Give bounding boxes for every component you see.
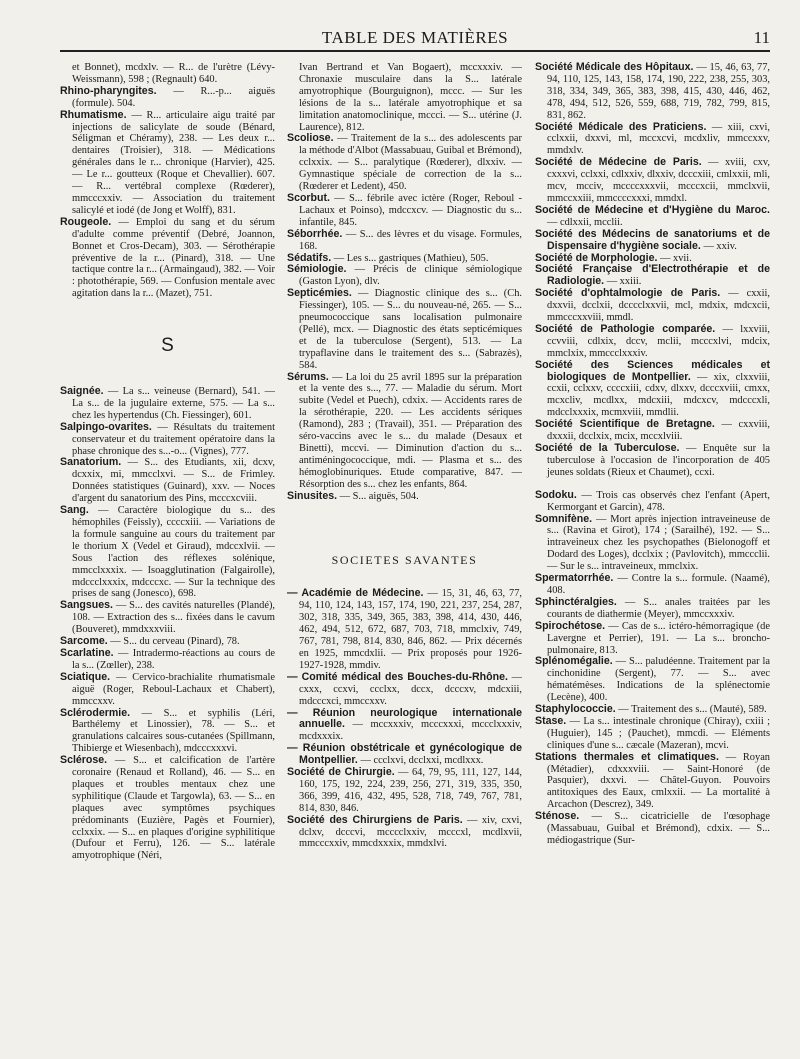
index-term: Séborrhée. <box>287 227 343 240</box>
index-term: Sciatique. <box>60 670 111 683</box>
index-term: Stase. <box>535 714 567 727</box>
index-entry <box>535 288 770 324</box>
index-entry <box>535 490 770 514</box>
section-letter-s: S <box>161 335 174 357</box>
index-references: — 64, 79, 95, 111, 127, 144, 160, 175, 192, 224, 239, 256, 271, 319, 335, 350, 366, 399, 416, 432, 495, 528, 718, 749, 767, 781, 814, 830, 846. <box>299 767 522 814</box>
column-2 <box>287 62 522 1047</box>
index-references: — xviii, cxv, cxxxvi, cclxxi, cdlxxiv, dlxxiv, dcccxiii, cmlxxii, mli, mcv, mcciv, mccccxxxvii, mcccxcii, mmclxvii, mmccxxiii, mmccccxxxi, mmdxl. <box>547 157 770 204</box>
column-3 <box>535 62 770 1047</box>
page-number: 11 <box>753 28 770 47</box>
index-references: — Emploi du sang et du sérum d'adulte comme préventif (Debré, Joannon, Bonnet et Cros-Decam), 303. — Sérothérapie préventive de la r... (Pinard), 318. — Une tactique contre la r... (Armaingaud), 382. — Voir : photothérapie, 569. — Confusion mentale avec agitation dans la r... (Mazet), 751. <box>72 216 275 300</box>
index-references: — R... articulaire aigu traité par injections de salicylate de soude (Bénard, Séligman et Chéramy), 238. — Les deux r... dentaires (Troisier), 318. — Médications générales dans le r... chronique (Harvier), 425. — Le r... goutteux (Roque et Chevallier). 607. — R... vertébral complexe (Rœderer), mmcccxxiv. — Association du traitement salicylé et iodé (de Jong et Wolff), 831. <box>72 109 275 216</box>
index-entry <box>287 672 522 708</box>
index-entry <box>287 767 522 815</box>
index-term: Société des Chirurgiens de Paris. <box>287 813 463 826</box>
index-references: — 15, 46, 63, 77, 94, 110, 125, 143, 158, 174, 190, 222, 238, 255, 303, 318, 334, 349, 365, 383, 398, 415, 430, 446, 462, 478, 494, 512, 526, 559, 688, 719, 782, 799, 815, 831, 862. <box>547 62 770 121</box>
index-references: — La loi du 25 avril 1895 sur la préparation et la vente des s..., 77. — Maladie du sérum. Mort subite (Vedel et Puech), cdxix. — Accidents rares de la sérothérapie, 220. — Les accidents sériques (Ramond), 283 ; (Travail), 351. — Préparation des séro-vaccins avec le s... du malade (Desaux et Binetti), mccvi. — Diminution d'action du s... antiméningococcique, mdi. — Plasma et s... des hémoglobinuriques. Etude comparative, 847. — Résorption des s... chez les enfants, 864. <box>299 371 522 490</box>
index-references: — S... et syphilis (Léri, Barthélemy et Linossier), 78. — S... et granulations calcaires sous-cutanées (Spillmann, Thibierge et Wiesenbach), mdcccxxxvi. <box>72 707 275 755</box>
index-references: — La s... veineuse (Bernard), 541. — La s... de la jugulaire externe, 575. — La s... chez les hypertendus (Ch. Fiessinger), 601. <box>72 386 275 421</box>
index-entry <box>60 86 275 110</box>
index-term: Société de Médecine de Paris. <box>535 156 702 169</box>
index-entry <box>60 110 275 217</box>
index-term: — Académie de Médecine. <box>287 587 424 600</box>
index-list-s-continued <box>287 62 522 503</box>
index-entry <box>535 360 770 420</box>
index-entry <box>535 573 770 597</box>
index-term: Société Médicale des Hôpitaux. <box>535 62 694 73</box>
index-term: Sangsues. <box>60 599 113 612</box>
index-term: Sclérose. <box>60 754 108 767</box>
index-term: Stations thermales et climatiques. <box>535 750 719 763</box>
index-entry <box>287 588 522 671</box>
index-term: Société des Sciences médicales et biologiques de Montpellier. <box>535 358 770 383</box>
index-entry <box>535 62 770 122</box>
index-entry <box>535 122 770 158</box>
index-references: — Diagnostic clinique des s... (Ch. Fiessinger), 105. — S... du nouveau-né, 265. — S... pneumococcique sans localisation pulmonaire (Pellé), mcx. — Diagnostic des états septicémiques et de la tuberculose (Sergent), 513. — La trypaflavine dans le traitement des s... (Sabrazès), 584. <box>299 288 522 371</box>
index-entry <box>60 217 275 300</box>
index-references: — cxxx, ccxvi, ccclxx, dccx, dcccxv, mdcxiii, mdcccxci, mmccxxv. <box>299 671 522 707</box>
index-references: — R...-p... aiguës (formule). 504. <box>72 85 275 109</box>
index-references: — Contre la s... formule. (Naamé), 408. <box>547 573 770 596</box>
index-entry <box>535 324 770 360</box>
index-entry <box>60 648 275 672</box>
index-entry <box>287 815 522 851</box>
index-references: — Traitement des s... (Mauté), 589. <box>615 704 767 716</box>
index-references: — Précis de clinique sémiologique (Gaston Lyon), dlv. <box>299 264 522 288</box>
index-references: — S... aiguës, 504. <box>337 490 419 502</box>
index-entry <box>60 672 275 708</box>
index-references: — xvii. <box>657 252 692 264</box>
index-references: — S... des Etudiants, xii, dcxv, dcxxix, mi, mmcclxvi. — S... de Frimley. Données statistiques (Guinard), xxv. — Noces d'argent du sanatorium des Pins, mcccxcviii. <box>72 457 275 505</box>
index-references: — ccclxvi, dcclxxi, mcdlxxx. <box>357 755 484 767</box>
index-entry <box>535 716 770 752</box>
index-references: — Intradermo-réactions au cours de la s... (Zœller), 238. <box>72 647 275 671</box>
index-entry <box>535 264 770 288</box>
index-entry <box>287 193 522 229</box>
index-entry <box>287 264 522 288</box>
index-entry <box>535 419 770 443</box>
societies-list-continued <box>535 62 770 479</box>
index-entry <box>60 62 275 86</box>
index-list-s-end <box>535 490 770 847</box>
index-term: Somnifène. <box>535 512 593 525</box>
index-references: et Bonnet), mcdxlv. — R... de l'urètre (Lévy-Weissmann), 598 ; (Regnault) 640. <box>72 62 275 85</box>
index-entry <box>60 505 275 600</box>
index-entry <box>535 229 770 253</box>
index-entry <box>60 755 275 862</box>
index-entry <box>535 656 770 704</box>
index-term: Salpingo-ovarites. <box>60 420 152 433</box>
index-entry <box>60 422 275 458</box>
index-references: — S... fébrile avec ictère (Roger, Reboul - Lachaux et Poinso), mdccxcv. — Diagnostic du s... infantile, 845. <box>299 192 522 228</box>
index-entry <box>535 443 770 479</box>
index-entry <box>287 708 522 744</box>
index-references: — Traitement de la s... des adolescents par la méthode d'Albot (Massabuau, Guibal et Brémond), cclxxix. — S... paralytique (Rœderer), dlxxiv. — Gymnastique spéciale de correction de la s... (Rœderer et Ledent), 450. <box>299 133 522 193</box>
index-references: — xiii, cxvi, cclxxii, dxxvi, ml, mccxcvi, mcdxliv, mmccxxv, mmdxlv. <box>547 121 770 157</box>
index-references: — S... des lèvres et du visage. Formules, 168. <box>299 228 522 252</box>
index-list-r <box>60 62 275 300</box>
page-title: TABLE DES MATIÈRES <box>321 28 509 47</box>
societies-list <box>287 588 522 850</box>
index-entry <box>287 133 522 193</box>
index-term: Saignée. <box>60 385 104 398</box>
index-entry <box>287 62 522 133</box>
index-term: Société de Morphologie. <box>535 251 658 264</box>
index-references: — 15, 31, 46, 63, 77, 94, 110, 124, 143, 157, 174, 190, 221, 237, 254, 287, 302, 318, 335, 349, 365, 383, 398, 414, 430, 446, 462, 494, 512, 672, 687, 703, 718, mmclxiv, 749, 767, 781, 798, 814, 830, 846, 862. — Prix décernés en 1925, mmcdxlii. — Prix proposés pour 1926-1927-1928, mmdiv. <box>299 588 522 671</box>
index-term: Société Médicale des Praticiens. <box>535 120 707 133</box>
index-term: Scoliose. <box>287 132 334 145</box>
index-references: — mccxxxiv, mcccxxxi, mccclxxxiv, mcdxxxix. <box>299 719 522 743</box>
index-entry <box>535 514 770 574</box>
index-term: Sarcome. <box>60 635 108 648</box>
index-term: — Réunion obstétricale et gynécologique de Montpellier. <box>287 742 522 767</box>
index-term: Société de Chirurgie. <box>287 766 395 779</box>
index-entry <box>535 621 770 657</box>
index-references: — Les s... gastriques (Mathieu), 505. <box>331 252 489 264</box>
index-references: — Cas de s... ictéro-hémorragique (de Lavergne et Perrier), 191. — La s... broncho-pulmonaire, 813. <box>547 620 770 656</box>
index-references: — S... des cavités naturelles (Plandé), 108. — Extraction des s... fixées dans le cavum (Bouveret), mmdxxxviii. <box>72 600 275 636</box>
index-term: — Comité médical des Bouches-du-Rhône. <box>287 670 508 683</box>
index-term: Sémiologie. <box>287 263 347 276</box>
index-term: Sanatorium. <box>60 456 122 469</box>
index-term: Société Française d'Electrothérapie et de Radiologie. <box>535 263 770 288</box>
index-entry <box>535 597 770 621</box>
index-entry <box>535 157 770 205</box>
index-term: Société de Médecine et d'Hygiène du Maroc. <box>535 203 770 216</box>
index-term: Spermatorrhée. <box>535 572 614 585</box>
index-references: — xix, clxxviii, ccxii, cclxxv, ccccxiii, cdxv, dlxxv, dcccxviii, cmxx, mcxcliv, mcdlxx, mdcxiii, mdcxcv, mdcccxli, mdcclxxxix, mcmxviii, mmdlii. <box>547 371 770 419</box>
index-references: — lxxviii, ccvviii, cdlxix, dccv, mclii, mcccxlvi, mdcix, mmclxix, mmccclxxxiv. <box>547 323 770 359</box>
index-term: Société Scientifique de Bretagne. <box>535 418 715 431</box>
index-references: — S... et calcification de l'artère coronaire (Renaud et Rolland), 46. — S... en plaques et troubles mentaux chez une syphilitique (Claude et Targowla), 63. — S... en plaques avec symptômes psychiques prédominants (Euzière, Pagès et Fournier), cclxxix. — S... en plaques d'origine syphilitique (Dufour et Ferru), 126. — S... latérale amyotrophique (Néri, <box>72 755 275 862</box>
index-entry <box>60 457 275 505</box>
index-entry <box>60 600 275 636</box>
index-references: — S... paludéenne. Traitement par la cinchonidine (Sergent), 77. — S... avec hématémèses. Indications de la splénectomie (Lecène), 400. <box>547 656 770 704</box>
index-term: Sphinctéralgies. <box>535 595 617 608</box>
index-entry <box>535 811 770 847</box>
index-term: Société de la Tuberculose. <box>535 442 680 454</box>
index-term: Spirochétose. <box>535 619 606 632</box>
index-term: Société d'ophtalmologie de Paris. <box>535 287 721 300</box>
index-term: Staphylococcie. <box>535 703 616 716</box>
index-references: — xxiii. <box>604 276 642 288</box>
index-references: — Trois cas observés chez l'enfant (Apert, Kermorgant et Garcin), 478. <box>547 489 770 513</box>
index-term: Société des Médecins de sanatoriums et de Dispensaire d'hygiène sociale. <box>535 227 770 252</box>
page-header <box>60 28 770 50</box>
index-term: Rhino-pharyngites. <box>60 84 157 97</box>
index-references: Ivan Bertrand et Van Bogaert), mccxxxiv. — Chronaxie musculaire dans la S... latérale amyotrophique (Bourguignon), mccc. — Sur les lésions de la s... latérale amyotrophique et sa limitation anatomoclinique, mccci. — S... utérine (J. Laurence), 812. <box>299 62 522 133</box>
index-entry <box>287 491 522 503</box>
index-term: Sclérodermie. <box>60 706 131 719</box>
index-references: — Résultats du traitement conservateur et du traitement opératoire dans la phase chronique des s...-o... (Vignes), 777. <box>72 421 275 457</box>
index-entry <box>535 752 770 812</box>
index-entry <box>60 386 275 422</box>
index-term: Rougeole. <box>60 215 112 228</box>
index-term: Sinusites. <box>287 489 338 502</box>
index-entry <box>535 205 770 229</box>
index-references: — S... du cerveau (Pinard), 78. <box>107 636 240 648</box>
index-references: — S... cicatricielle de l'œsophage (Massabuau, Guibal et Brémond), cdxix. — S... médiogastrique (Sur- <box>547 811 770 846</box>
index-list-s <box>60 386 275 862</box>
index-entry <box>535 704 770 716</box>
index-term: Sérums. <box>287 370 329 383</box>
index-entry <box>287 288 522 371</box>
index-references: — cdlxxii, mcclii. <box>547 216 623 228</box>
index-references: — Cervico-brachialite rhumatismale aiguë (Roger, Reboul-Lachaux et Chabert), mmccxxv. <box>72 671 275 707</box>
index-references: — cxxviii, dxxxii, dcclxix, mcix, mccxlviii. <box>547 419 770 443</box>
index-references: — xiv, cxvi, dclxv, dcccvi, mcccclxxiv, mcccxl, mcdlxvii, mmcccxxiv, mmcdxxxix, mmdxlvi. <box>299 814 522 850</box>
index-term: Scarlatine. <box>60 646 114 659</box>
societies-section-title: SOCIETES SAVANTES <box>331 552 478 567</box>
index-entry <box>60 708 275 756</box>
index-term: Splénomégalie. <box>535 655 613 668</box>
index-references: — cxxii, dxxvii, dcclxii, dcccclxxvii, mcl, mdxix, mdcxcii, mmcccxxviii, mmdl. <box>547 288 770 324</box>
index-term: Septicémies. <box>287 287 352 300</box>
column-1 <box>60 62 275 1047</box>
index-references: — Mort après injection intraveineuse de s... (Ravina et Girot), 174 ; (Sarailhé), 192. — S... intraveineux chez les psychopathes (Bielonogoff et Dodard des Loges), dcclxix ; (Pavlovitch), mmccclii. — Sur le s... intraveineux, mmclxix. <box>547 513 770 573</box>
index-term: Sodoku. <box>535 488 577 501</box>
index-references: — xxiv. <box>700 240 737 252</box>
index-term: — Réunion neurologique internationale annuelle. <box>287 706 522 731</box>
index-entry <box>287 743 522 767</box>
index-references: — Caractère biologique du s... des hémophiles (Feissly), ccccxiii. — Variations de la formule sanguine au cours du traitement par le thorium X (Vedel et Giraud), mdccxlvii. — Sous l'action des réflexes solénique, mmcclxxxix. — Isoagglutination (Falgairolle), mdccclxxxix, mdcccxc. — Sur la technique des prises de sang (Jonesco), 698. <box>72 505 275 600</box>
index-term: Rhumatisme. <box>60 108 127 121</box>
index-references: — Royan (Métadier), cdxxxviii. — Saint-Honoré (de Pasquier), dxxvi. — Châtel-Guyon. Pouvoirs antitoxiques des Eaux, cmlxxii. — La mortalité à Arcachon (Descrez), 349. <box>547 751 770 811</box>
header-rule <box>60 50 770 52</box>
index-entry <box>287 372 522 491</box>
index-references: — La s... intestinale chronique (Chiray), cxiii ; (Huguier), 145 ; (Pauchet), mmcdi. — Eléments cliniques d'une s... cæcale (Mazeran), mcvi. <box>547 715 770 751</box>
index-term: Scorbut. <box>287 191 330 204</box>
index-term: Société de Pathologie comparée. <box>535 322 716 335</box>
index-references: — S... anales traitées par les courants de diathermie (Meyer), mmccxxxiv. <box>547 596 770 620</box>
index-term: Sang. <box>60 504 89 517</box>
index-term: Sédatifs. <box>287 251 332 264</box>
index-references: — Enquête sur la tuberculose à l'occasion de l'incorporation de 405 jeunes soldats (Rieux et Chaumet), ccxi. <box>547 443 770 478</box>
index-entry <box>287 229 522 253</box>
index-term: Sténose. <box>535 810 580 823</box>
